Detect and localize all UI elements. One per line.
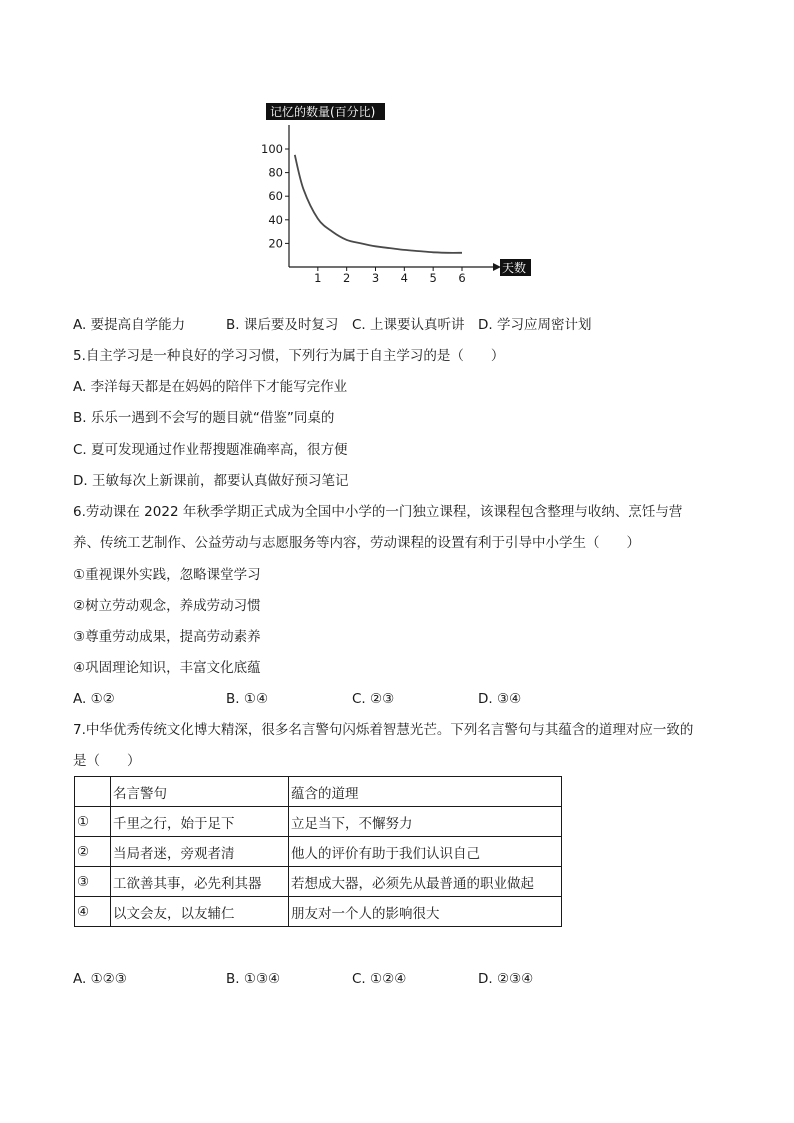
q6-option-d: D. ③④ [478, 691, 522, 707]
proverb-cell: 当局者迷，旁观者清 [111, 837, 289, 867]
x-tick-label: 4 [400, 271, 408, 285]
meaning-cell: 他人的评价有助于我们认识自己 [289, 837, 562, 867]
q6-stem-line1: 6.劳动课在 2022 年秋季学期正式成为全国中小学的一门独立课程，该课程包含整理与收纳、烹饪与营 [73, 504, 683, 520]
header-cell [75, 777, 111, 807]
q5-stem: 5.自主学习是一种良好的学习习惯，下列行为属于自主学习的是（ ） [73, 348, 505, 364]
q4-option-c: C. 上课要认真听讲 [352, 317, 465, 333]
x-tick-label: 5 [429, 271, 437, 285]
y-tick-label: 100 [261, 142, 283, 156]
x-tick-label: 3 [371, 271, 380, 285]
q5-option-b: B. 乐乐一遇到不会写的题目就“借鉴”同桌的 [73, 410, 335, 426]
y-axis-label: 记忆的数量(百分比) [270, 105, 376, 119]
q7-stem-line2: 是（ ） [73, 753, 141, 769]
table-row [75, 837, 562, 867]
row-number: ③ [75, 867, 111, 897]
y-tick-label: 40 [268, 212, 283, 227]
q6-statement-1: ①重视课外实践，忽略课堂学习 [73, 567, 261, 583]
y-tick-label: 60 [268, 189, 283, 204]
q5-option-c: C. 夏可发现通过作业帮搜题准确率高，很方便 [73, 442, 348, 458]
table-header-row [75, 777, 562, 807]
header-cell: 蕴含的道理 [289, 777, 562, 807]
q6-statement-3: ③尊重劳动成果，提高劳动素养 [73, 629, 261, 645]
q4-option-d: D. 学习应周密计划 [478, 317, 592, 333]
q6-option-b: B. ①④ [226, 691, 269, 707]
x-tick-label: 1 [314, 271, 322, 285]
memory-curve-line [295, 155, 462, 253]
proverb-cell: 工欲善其事，必先利其器 [111, 867, 289, 897]
q7-option-a: A. ①②③ [73, 971, 127, 987]
x-axis-arrow-icon [493, 263, 501, 271]
x-tick-label: 6 [458, 271, 466, 285]
q5-option-a: A. 李洋每天都是在妈妈的陪伴下才能写完作业 [73, 379, 348, 395]
q4-option-b: B. 课后要及时复习 [226, 317, 339, 333]
q6-option-c: C. ②③ [352, 691, 395, 707]
q4-option-a: A. 要提高自学能力 [73, 317, 186, 333]
meaning-cell: 立足当下，不懈努力 [289, 807, 562, 837]
x-axis-label: 天数 [502, 261, 527, 275]
row-number: ② [75, 837, 111, 867]
q5-option-d: D. 王敏每次上新课前，都要认真做好预习笔记 [73, 473, 349, 489]
memory-curve-chart [250, 95, 540, 290]
row-number: ① [75, 807, 111, 837]
q7-table [74, 776, 562, 927]
meaning-cell: 若想成大器，必须先从最普通的职业做起 [289, 867, 562, 897]
y-tick-label: 80 [268, 165, 283, 180]
table-row [75, 807, 562, 837]
header-cell: 名言警句 [111, 777, 289, 807]
q7-option-b: B. ①③④ [226, 971, 281, 987]
table-row [75, 897, 562, 927]
q6-statement-4: ④巩固理论知识，丰富文化底蕴 [73, 660, 261, 676]
row-number: ④ [75, 897, 111, 927]
q7-option-c: C. ①②④ [352, 971, 407, 987]
proverb-cell: 千里之行，始于足下 [111, 807, 289, 837]
x-tick-label: 2 [343, 271, 351, 285]
q6-statement-2: ②树立劳动观念，养成劳动习惯 [73, 598, 261, 614]
y-tick-label: 20 [268, 236, 283, 251]
q7-option-d: D. ②③④ [478, 971, 534, 987]
q7-stem-line1: 7.中华优秀传统文化博大精深，很多名言警句闪烁着智慧光芒。下列名言警句与其蕴含的道理对应一致的 [73, 722, 694, 738]
q6-option-a: A. ①② [73, 691, 115, 707]
q6-stem-line2: 养、传统工艺制作、公益劳动与志愿服务等内容，劳动课程的设置有利于引导中小学生（ ） [73, 535, 640, 551]
table-row [75, 867, 562, 897]
meaning-cell: 朋友对一个人的影响很大 [289, 897, 562, 927]
proverb-cell: 以文会友，以友辅仁 [111, 897, 289, 927]
